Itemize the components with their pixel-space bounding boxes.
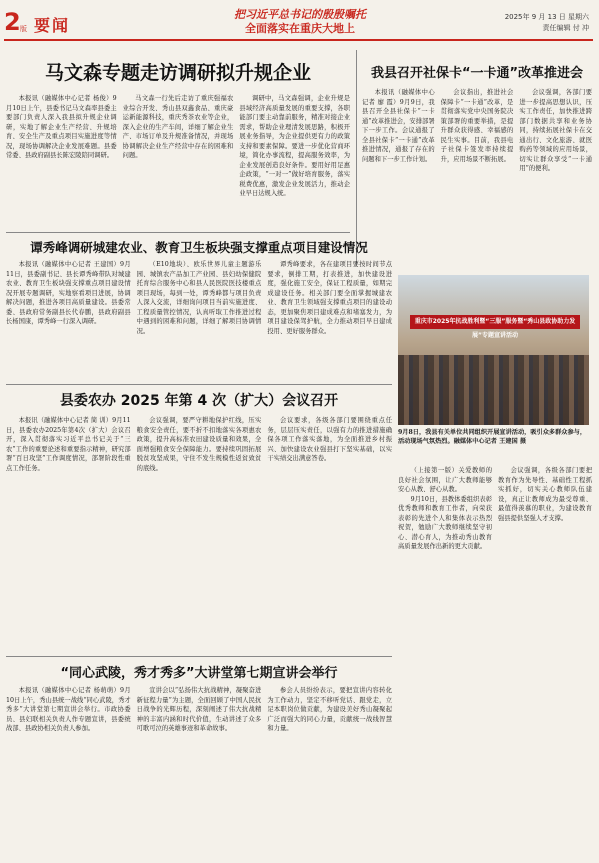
page-number-suffix: 版 (20, 25, 27, 33)
editor-credit: 责任编辑 付 冲 (542, 24, 589, 32)
article-title: 我县召开社保卡“一卡通”改革推进会 (370, 66, 584, 81)
article-column: 参会人员纷纷表示，要把宣讲内容转化为工作动力，坚定不移听党话、跟党走，立足本职岗位做贡献，为建设美好秀山凝聚起广泛而强大的同心力量，贡献统一战线智慧和力量。 (267, 687, 393, 732)
section-divider (6, 384, 392, 385)
slogan-line-1: 把习近平总书记的殷殷嘱托 (234, 8, 366, 21)
article-column: 本报讯（融媒体中心记者 简 训）9月11日，县委农办2025年第4次（扩大）会议召开，深入贯彻落实习近平总书记关于“三农”工作的重要论述和重要指示精神，研究部署“百日攻坚”工作调度情况，部署阶段性重点工作任务。 (6, 417, 131, 472)
section-divider (6, 232, 350, 233)
article-column: 会议要求，各级各部门要围绕重点任务，层层压实责任，以强有力的推进措施确保各项工作落实落地，为全面推进乡村振兴、加快建设农业强县打下坚实基础，以实干实绩交出满意答卷。 (267, 417, 393, 462)
article-column: 本报讯（融媒体中心记者 杨萌萌）9月10日上午，秀山县统一战线“同心武陵，秀才秀多”大讲堂第七期宣讲会举行。市政协委员、县妇联相关负责人作专题宣讲，县委统战部、县政协相关负责人参加。 (6, 687, 131, 732)
section-divider (6, 656, 392, 657)
column-divider (356, 50, 357, 265)
article-column: 会议强调，要严守耕地保护红线，压实粮食安全责任，要不折不扣地落实各项惠农政策，提升高标准农田建设质量和效果，全面增强粮食安全保障能力。要持续巩固拓展脱贫攻坚成果，守住不发生规模性返贫致贫的底线。 (136, 417, 262, 472)
page-number: 2 (4, 8, 21, 36)
article-column: 本报讯（融媒体中心记者 廖 霞）9月9日，我县召开全县社保卡“一卡通”改革推进会，安排部署下一步工作。会议通报了全县社保卡“一卡通”改革推进情况，通报了存在的问题和下一步工作计划。 (362, 89, 435, 163)
article-column: 会议强调，各级各部门要把教育作为先导性、基础性工程抓实抓好，切实关心教师队伍建设，真正让教师成为最受尊重、最值得羡慕的职业，为建设教育强县提供坚强人才支撑。 (498, 467, 592, 522)
article-continued (398, 466, 592, 856)
article-column: 马文森一行先后走访了重庆强福农业综合开发、秀山县双鑫食品、重庆豪运新能源科技，重庆秀茶农业等企业，深入企业的生产车间，详细了解企业生产、市场订单及升规准备情况，并现场协调解决企业生产经营中存在的困难和问题。 (122, 95, 234, 159)
article-body (6, 260, 392, 378)
article-body (398, 466, 592, 856)
article-county-agri (6, 390, 392, 656)
article-column: 本报讯（融媒体中心记者 王建国）9月11日，县委副书记、县长谭秀峰带队对城建农业、教育卫生板块强支撑重点项目建设情况开展专题调研，实地察看项目进展，协调解决问题，推进各项目高质量建设。县委常委、县政府常务副县长代春鹏，县政府副县长杨国康，谭秀峰一行深入调研。 (6, 261, 131, 325)
photo-banner: 重庆市2025年抗战胜利暨“三服”服务暨“秀山县政协助力发展”专题宣讲活动 (410, 315, 580, 329)
header-slogan (210, 8, 390, 36)
issue-date: 2025年 9 月 13 日 星期六 (504, 13, 589, 21)
section-name: 要闻 (34, 16, 71, 35)
news-photo (398, 275, 589, 425)
header-meta (505, 12, 589, 34)
article-column: 会议指出，推进社会保障卡“一卡通”改革，是贯彻落实党中央国务院决策部署的重要举措，是提升群众获得感、幸福感的民生实事。目前，我县电子社保卡签发率持续提升，应用场景不断拓展。 (440, 89, 514, 163)
article-column: （上接第一版）关爱教师的良好社会氛围，让广大教师能够安心从教、舒心从教。 9月10日，县教体委组织表彰优秀教师和教育工作者，向荣获表彰的先进个人和集体表示热烈祝贺，勉励广大教师继续坚守初心、潜心育人，为推动秀山教育高质量发展作出新的更大贡献。 (398, 467, 492, 550)
article-title: “同心武陵，秀才秀多”大讲堂第七期宣讲会举行 (60, 666, 338, 681)
article-title: 县委农办 2025 年第 4 次（扩大）会议召开 (59, 393, 339, 409)
article-lecture (6, 662, 392, 854)
photo-crowd (398, 355, 589, 425)
article-body (6, 416, 392, 656)
article-column: 会议强调，各部门要进一步提高思想认识，压实工作责任，加快推进跨部门数据共享和业务协同，持续拓展社保卡在交通出行、文化旅游、就医购药等领域的应用场景，切实让群众享受“一卡通用”的便利。 (519, 89, 593, 172)
article-column: 宣讲会以“弘扬伟大抗战精神，凝聚奋进新征程力量”为主题，全面回顾了中国人民抗日战争的光辉历程，深刻阐述了伟大抗战精神的丰富内涵和时代价值，生动讲述了众多可歌可泣的英雄事迹和革命故事。 (136, 687, 262, 732)
article-body (362, 88, 592, 276)
slogan-line-2: 全面落实在重庆大地上 (245, 22, 355, 35)
header-rule (4, 39, 593, 41)
article-ma-wensen (6, 58, 350, 240)
article-column: （E10地块）、欧乐世界儿童主题游乐园、城镇农产品加工产业园、县妇幼保健院托育综合服务中心和县人民医院医技楼重点项目现场，每到一处，谭秀峰都与项目负责人深入交流，详细询问项目当前实施进度、工程质量管控情况，认真听取工作推进过程中遇到的困难和问题，详细了解项目协调情况。 (136, 261, 262, 335)
article-social-card (362, 62, 592, 276)
article-title: 马文森专题走访调研拟升规企业 (44, 62, 311, 84)
article-body (6, 686, 392, 854)
article-column: 谭秀峰要求，各在建项目要按时间节点要求，倒排工期，打表推进，加快建设进度，强化施工安全，保证工程质量，如期完成建设任务。相关部门要全面掌握城建农业、教育卫生领域强支撑重点项目的建设动态，更加聚焦项目建成难点和堵塞发力，为项目建设保驾护航，全力推动项目早日建成投用、更好服务群众。 (267, 261, 393, 335)
article-column: 调研中，马文森强调，企业升规是县域经济高质量发展的重要支撑，各职能部门要主动靠前服务，精准对接企业需求，帮助企业理清发展思路，积极开展业务指导，为企业提供更有力的政策支持和要素保障。要进一步优化营商环境，简化办事流程，提高服务效率，为企业发展创造良好条件。要用好用足惠企政策，“一对一”做好培育服务，落实税费优惠，激发企业发展活力，推动企业早日达规入统。 (239, 95, 351, 197)
photo-caption: 9月8日，我县有关单位共同组织开展宣讲活动，吸引众多群众参与，活动现场气氛热烈。融媒体中心记者 王建国 摄 (398, 429, 587, 445)
page-header (0, 0, 599, 42)
article-tan-xiufeng (6, 238, 392, 378)
article-body (6, 94, 350, 240)
article-column: 本报讯（融媒体中心记者 杨俊）9月10日上午，县委书记马文森率县委主要部门负责人深入我县拟升规企业调研，实地了解企业生产经营、升规培育、安全生产及重点项目实施进度等情况，现场协调解决企业发展难题。县委常委、县政府副县长陈宏陵陪同调研。 (6, 95, 117, 159)
article-title: 谭秀峰调研城建农业、教育卫生板块强支撑重点项目建设情况 (30, 240, 368, 255)
